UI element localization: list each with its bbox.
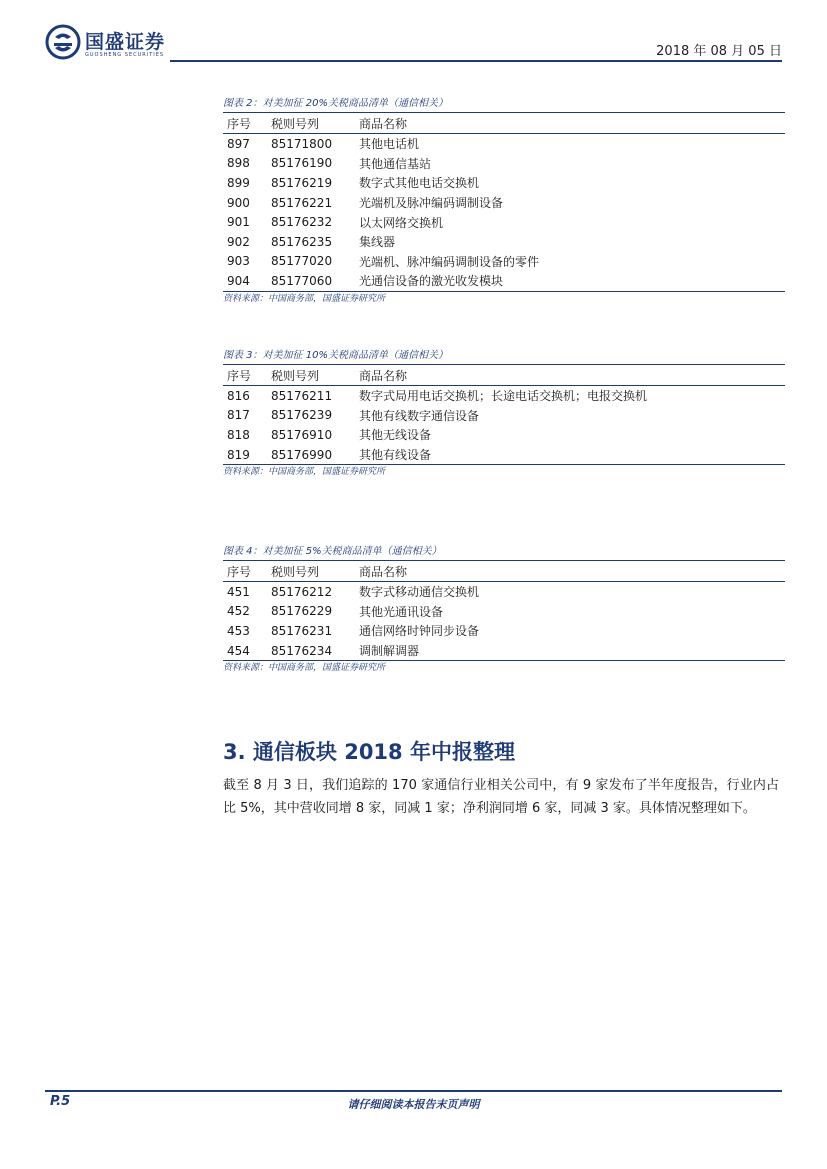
column-header: 序号 (223, 113, 271, 134)
table-cell: 451 (227, 584, 250, 599)
table-cell: 819 (223, 445, 271, 465)
column-header: 商品名称 (359, 561, 785, 582)
report-date: 2018 年 08 月 05 日 (656, 44, 782, 59)
table-cell: 85176232 (271, 215, 333, 230)
table-cell: 调制解调器 (359, 641, 785, 661)
table-row (223, 602, 785, 622)
table-cell: 以太网络交换机 (359, 215, 444, 230)
body-paragraph: 截至 8 月 3 日，我们追踪的 170 家通信行业相关公司中，有 9 家发布了半年度报告，行业内占比 5%，其中营收同增 8 家，同减 1 家；净利润同增 6 家，同减 3 家。具体情况整理如下。 (223, 778, 779, 816)
table-row (223, 193, 785, 213)
table-cell: 900 (227, 195, 250, 210)
table-cell: 899 (227, 175, 250, 190)
table-cell: 光端机及脉冲编码调制设备 (359, 196, 504, 211)
table-source: 资料来源：中国商务部，国盛证券研究所 (223, 467, 386, 478)
table-cell: 数字式局用电话交换机；长途电话交换机；电报交换机 (359, 389, 648, 404)
table-cell: 454 (223, 641, 271, 661)
table-row (223, 582, 785, 602)
table-cell: 85176234 (271, 641, 359, 661)
table-cell: 85176211 (271, 388, 333, 403)
table-cell: 85176229 (271, 604, 333, 619)
logo-name: 国盛证券 (85, 31, 166, 53)
table-row (223, 425, 785, 445)
table-header-row (223, 365, 785, 386)
table-cell: 数字式其他电话交换机 (359, 176, 480, 191)
table-cell: 818 (227, 427, 250, 442)
table-row (223, 406, 785, 426)
logo-subtitle: GUOSHENG SECURITIES (85, 52, 165, 58)
table-cell: 85176219 (271, 175, 333, 190)
column-header: 税则号列 (271, 113, 359, 134)
table-row (223, 271, 785, 291)
table-cell: 816 (227, 388, 250, 403)
table-cell: 85176239 (271, 408, 333, 423)
table-cell: 光端机、脉冲编码调制设备的零件 (359, 254, 540, 269)
column-header: 序号 (223, 561, 271, 582)
table-20pct-tariff (223, 96, 785, 306)
column-header: 序号 (223, 365, 271, 386)
table-5pct-tariff (223, 544, 785, 675)
table-cell: 光通信设备的激光收发模块 (359, 271, 785, 291)
table-cell: 其他光通讯设备 (359, 604, 444, 619)
table-cell: 其他无线设备 (359, 428, 432, 443)
table-header-row (223, 561, 785, 582)
tariff-table (223, 560, 785, 661)
table-cell: 85176190 (271, 156, 333, 171)
table-row (223, 154, 785, 174)
table-source: 资料来源：中国商务部，国盛证券研究所 (223, 293, 386, 304)
tariff-table (223, 112, 785, 292)
table-cell: 85171800 (271, 136, 333, 151)
table-cell: 其他电话机 (359, 137, 420, 152)
table-cell: 901 (227, 215, 250, 230)
table-cell: 85177020 (271, 254, 333, 269)
table-source: 资料来源：中国商务部，国盛证券研究所 (223, 663, 386, 674)
table-cell: 85176212 (271, 584, 333, 599)
table-cell: 85177060 (271, 271, 359, 291)
table-cell: 集线器 (359, 235, 396, 250)
column-header: 税则号列 (271, 561, 359, 582)
table-cell: 904 (223, 271, 271, 291)
section-heading: 3. 通信板块 2018 年中报整理 (223, 740, 515, 764)
footer-divider (45, 1090, 782, 1092)
page-number: P.5 (50, 1094, 71, 1109)
page-header (45, 22, 782, 62)
footer-disclaimer: 请仔细阅读本报告末页声明 (347, 1098, 480, 1111)
table-cell: 898 (227, 156, 250, 171)
table-10pct-tariff (223, 348, 785, 479)
table-caption: 图表 3：对美加征 10%关税商品清单（通信相关） (223, 350, 448, 361)
table-row (223, 445, 785, 465)
column-header: 税则号列 (271, 365, 359, 386)
table-cell: 其他有线数字通信设备 (359, 408, 480, 423)
table-cell: 85176231 (271, 623, 333, 638)
table-cell: 902 (227, 234, 250, 249)
logo-mark-icon (45, 24, 81, 60)
column-header: 商品名称 (359, 113, 785, 134)
table-cell: 453 (227, 623, 250, 638)
table-row (223, 641, 785, 661)
table-cell: 通信网络时钟同步设备 (359, 624, 480, 639)
table-row (223, 232, 785, 252)
table-cell: 其他通信基站 (359, 156, 432, 171)
table-cell: 85176990 (271, 445, 359, 465)
table-row (223, 386, 785, 406)
table-cell: 其他有线设备 (359, 445, 785, 465)
table-row (223, 173, 785, 193)
table-row (223, 252, 785, 272)
table-cell: 897 (227, 136, 250, 151)
table-cell: 数字式移动通信交换机 (359, 585, 480, 600)
table-cell: 85176221 (271, 195, 333, 210)
company-logo (45, 24, 175, 60)
table-row (223, 134, 785, 154)
table-caption: 图表 4：对美加征 5%关税商品清单（通信相关） (223, 546, 442, 557)
table-row (223, 212, 785, 232)
table-row (223, 621, 785, 641)
table-cell: 817 (227, 408, 250, 423)
table-cell: 452 (227, 604, 250, 619)
table-cell: 85176235 (271, 234, 333, 249)
header-divider (170, 60, 782, 62)
tariff-table (223, 364, 785, 465)
table-header-row (223, 113, 785, 134)
table-caption: 图表 2：对美加征 20%关税商品清单（通信相关） (223, 98, 448, 109)
table-cell: 903 (227, 254, 250, 269)
table-cell: 85176910 (271, 427, 333, 442)
column-header: 商品名称 (359, 365, 785, 386)
